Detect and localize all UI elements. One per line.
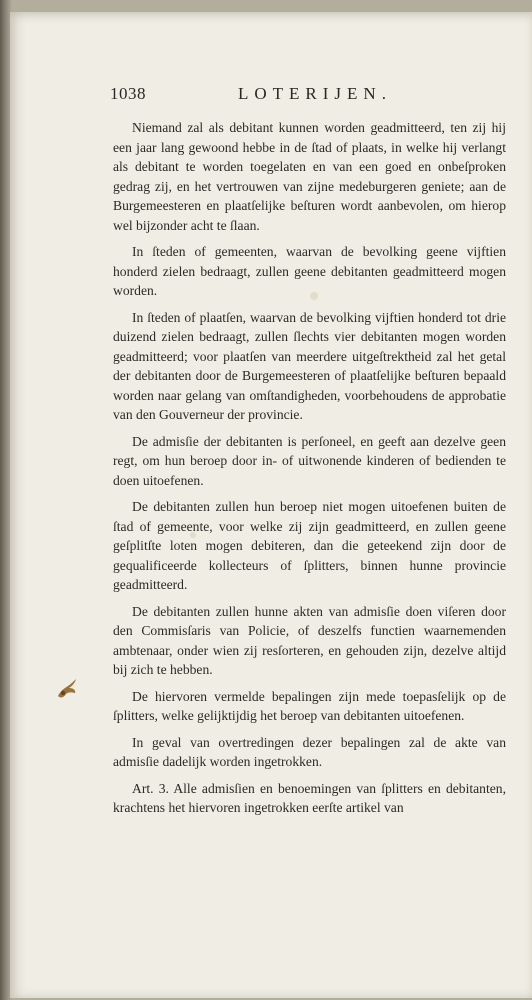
running-head: LOTERIJEN. [238,84,392,103]
paragraph-7: De hiervoren vermelde bepalingen zijn mede toepasſelijk op de ſplitters, welke gelijktijdig het beroep van debitanten uitoefenen. [113,688,506,723]
ink-stain-mark [54,676,80,702]
body-text [113,118,506,818]
paragraph-2: In ſteden of gemeenten, waarvan de bevolking geene vijftien honderd zielen bedraagt, zullen geene debitanten geadmitteerd mogen worden. [113,244,506,298]
paragraph-article-3: Art. 3. Alle admisſien en benoemingen van ſplitters en debitanten, krachtens het hiervoren ingetrokken eerſte artikel van [113,780,506,815]
paragraph-4: De admisſie der debitanten is perſoneel, en geeft aan dezelve geen regt, om hun beroep door in- of uitwonende kinderen of bedienden te doen uitoefenen. [113,433,506,488]
paragraph-1: Niemand zal als debitant kunnen worden geadmitteerd, ten zij hij een jaar lang gewoond hebbe in de ſtad of plaats, in welke hij verlangt als debitant te worden toegelaten en van een goed en onbeſproken gedrag zij, en het vertrouwen van zijne medeburgeren geniete; aan de Burgemeesteren en plaatſelijke beſturen wordt aanbevolen, om hierop wel bijzonder acht te ſlaan. [113,120,506,233]
page-number: 1038 [110,84,146,103]
page-header [110,84,510,108]
paragraph-5: De debitanten zullen hun beroep niet mogen uitoefenen buiten de ſtad of gemeente, voor welke zij zijn geadmitteerd, en zullen geene geſplitſte loten mogen debiteren, dan die geteekend zijn door de gequalificeerde kollecteurs of ſplitters, binnen hunne provincie geadmitteerd. [113,499,506,592]
paragraph-6: De debitanten zullen hunne akten van admisſie doen viſeren door den Commisſaris van Policie, of deszelfs functien waarnemenden ambtenaar, onder wien zij resſorteren, en gehouden zijn, dezelve altijd bij zich te hebben. [113,603,506,677]
paragraph-8: In geval van overtredingen dezer bepalingen zal de akte van admisſie dadelijk worden ingetrokken. [113,734,506,769]
paragraph-3: In ſteden of plaatſen, waarvan de bevolking vijftien honderd tot drie duizend zielen bedraagt, zullen ſlechts vier debitanten mogen worden geadmitteerd; voor plaatſen van meerdere uitgeſtrektheid zal het getal der debitanten door de Burgemeesteren of plaatſelijke beſturen bepaald worden naar gelang van omſtandigheden, voorbehoudens de approbatie van den Gouverneur der provincie. [113,309,506,422]
